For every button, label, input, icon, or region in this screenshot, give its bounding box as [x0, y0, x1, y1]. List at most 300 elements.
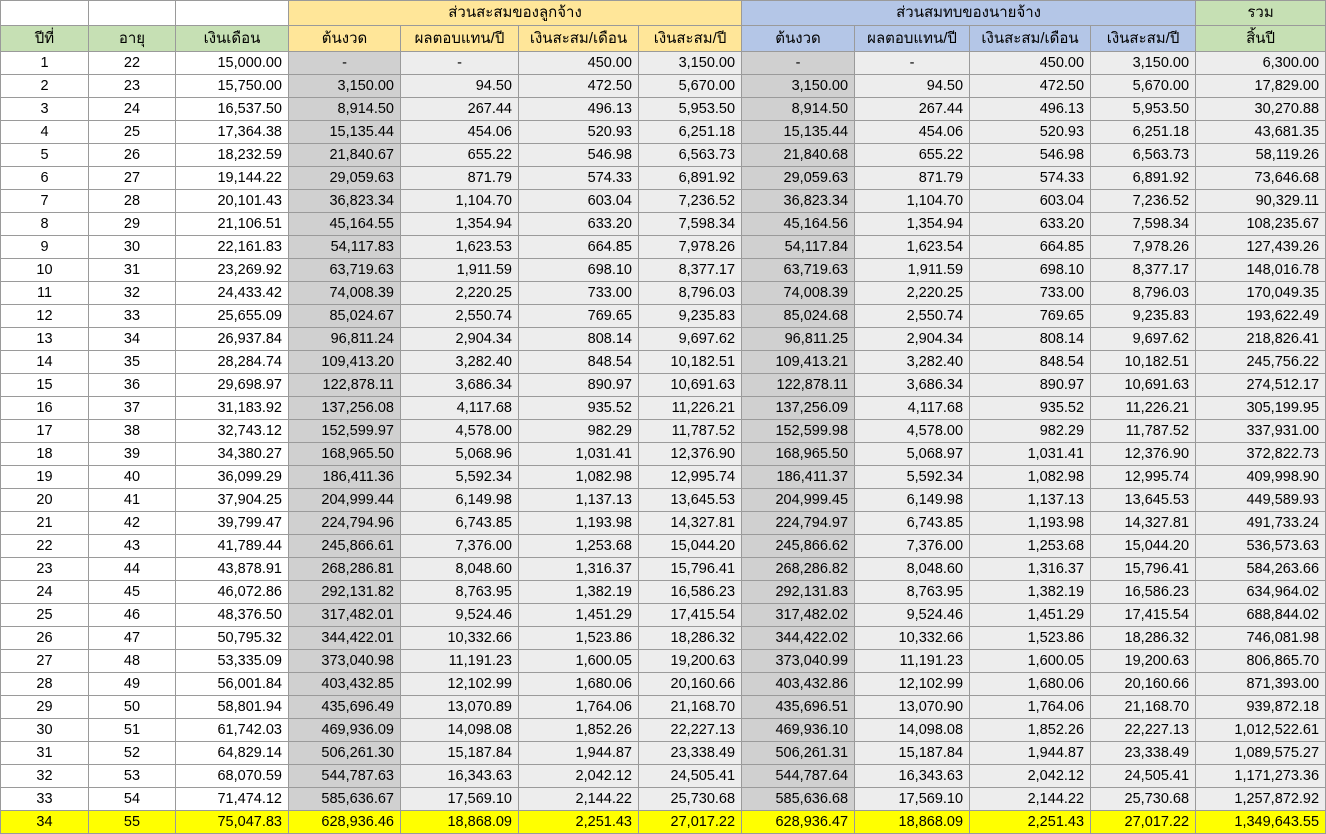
cell-employee-principal[interactable]: -	[289, 52, 401, 75]
cell-year-end-total[interactable]: 218,826.41	[1196, 328, 1326, 351]
cell-employee-saving-year[interactable]: 10,182.51	[639, 351, 742, 374]
cell-employer-saving-month[interactable]: 1,031.41	[970, 443, 1091, 466]
cell-employer-return[interactable]: 267.44	[855, 98, 970, 121]
cell-employee-principal[interactable]: 152,599.97	[289, 420, 401, 443]
cell-employee-principal[interactable]: 36,823.34	[289, 190, 401, 213]
cell-employee-saving-year[interactable]: 7,598.34	[639, 213, 742, 236]
cell-employer-return[interactable]: 12,102.99	[855, 673, 970, 696]
col-header-age[interactable]: อายุ	[89, 26, 176, 52]
cell-employer-return[interactable]: 454.06	[855, 121, 970, 144]
cell-employee-saving-year[interactable]: 19,200.63	[639, 650, 742, 673]
cell-employer-saving-year[interactable]: 6,891.92	[1091, 167, 1196, 190]
cell-age[interactable]: 24	[89, 98, 176, 121]
cell-employer-principal[interactable]: 544,787.64	[742, 765, 855, 788]
cell-employee-saving-month[interactable]: 935.52	[519, 397, 639, 420]
cell-year[interactable]: 11	[1, 282, 89, 305]
col-header-employer-saving-year[interactable]: เงินสะสม/ปี	[1091, 26, 1196, 52]
cell-age[interactable]: 48	[89, 650, 176, 673]
cell-employee-saving-year[interactable]: 16,586.23	[639, 581, 742, 604]
cell-employee-saving-month[interactable]: 1,764.06	[519, 696, 639, 719]
cell-employee-return[interactable]: 5,592.34	[401, 466, 519, 489]
cell-year-end-total[interactable]: 30,270.88	[1196, 98, 1326, 121]
cell-employer-return[interactable]: 17,569.10	[855, 788, 970, 811]
cell-employee-return[interactable]: 1,104.70	[401, 190, 519, 213]
cell-employer-principal[interactable]: 204,999.45	[742, 489, 855, 512]
cell-employer-principal[interactable]: 628,936.47	[742, 811, 855, 834]
cell-employer-saving-year[interactable]: 8,377.17	[1091, 259, 1196, 282]
cell-employer-saving-year[interactable]: 10,182.51	[1091, 351, 1196, 374]
cell-age[interactable]: 37	[89, 397, 176, 420]
cell-employer-saving-year[interactable]: 15,796.41	[1091, 558, 1196, 581]
cell-employer-principal[interactable]: 122,878.11	[742, 374, 855, 397]
cell-employer-saving-month[interactable]: 1,764.06	[970, 696, 1091, 719]
cell-salary[interactable]: 23,269.92	[176, 259, 289, 282]
cell-employer-return[interactable]: 2,550.74	[855, 305, 970, 328]
cell-employee-saving-year[interactable]: 24,505.41	[639, 765, 742, 788]
cell-employee-saving-month[interactable]: 1,031.41	[519, 443, 639, 466]
cell-employer-saving-month[interactable]: 1,082.98	[970, 466, 1091, 489]
cell-employee-saving-year[interactable]: 12,995.74	[639, 466, 742, 489]
cell-employee-saving-year[interactable]: 9,235.83	[639, 305, 742, 328]
cell-employee-saving-month[interactable]: 1,193.98	[519, 512, 639, 535]
cell-employee-saving-year[interactable]: 25,730.68	[639, 788, 742, 811]
cell-employee-saving-month[interactable]: 1,316.37	[519, 558, 639, 581]
cell-age[interactable]: 54	[89, 788, 176, 811]
cell-age[interactable]: 55	[89, 811, 176, 834]
cell-employer-saving-month[interactable]: 2,042.12	[970, 765, 1091, 788]
cell-age[interactable]: 50	[89, 696, 176, 719]
cell-year[interactable]: 7	[1, 190, 89, 213]
cell-employer-return[interactable]: 11,191.23	[855, 650, 970, 673]
cell-employee-saving-year[interactable]: 8,796.03	[639, 282, 742, 305]
cell-year-end-total[interactable]: 274,512.17	[1196, 374, 1326, 397]
cell-employer-saving-year[interactable]: 25,730.68	[1091, 788, 1196, 811]
employer-group-header[interactable]: ส่วนสมทบของนายจ้าง	[742, 1, 1196, 26]
cell-employee-saving-month[interactable]: 769.65	[519, 305, 639, 328]
cell-employee-principal[interactable]: 186,411.36	[289, 466, 401, 489]
cell-employee-saving-month[interactable]: 808.14	[519, 328, 639, 351]
cell-employee-return[interactable]: 8,048.60	[401, 558, 519, 581]
cell-year-end-total[interactable]: 491,733.24	[1196, 512, 1326, 535]
cell-employee-saving-year[interactable]: 14,327.81	[639, 512, 742, 535]
cell-employee-saving-month[interactable]: 664.85	[519, 236, 639, 259]
cell-employer-saving-year[interactable]: 9,697.62	[1091, 328, 1196, 351]
cell-employer-saving-year[interactable]: 19,200.63	[1091, 650, 1196, 673]
cell-employer-principal[interactable]: 585,636.68	[742, 788, 855, 811]
cell-year-end-total[interactable]: 90,329.11	[1196, 190, 1326, 213]
cell-salary[interactable]: 29,698.97	[176, 374, 289, 397]
cell-employee-principal[interactable]: 585,636.67	[289, 788, 401, 811]
cell-employer-saving-month[interactable]: 664.85	[970, 236, 1091, 259]
cell-year-end-total[interactable]: 1,171,273.36	[1196, 765, 1326, 788]
cell-employer-saving-month[interactable]: 574.33	[970, 167, 1091, 190]
cell-employee-return[interactable]: 1,911.59	[401, 259, 519, 282]
cell-age[interactable]: 47	[89, 627, 176, 650]
cell-employee-principal[interactable]: 3,150.00	[289, 75, 401, 98]
cell-age[interactable]: 26	[89, 144, 176, 167]
cell-employer-saving-month[interactable]: 603.04	[970, 190, 1091, 213]
cell-employee-principal[interactable]: 373,040.98	[289, 650, 401, 673]
cell-employer-saving-month[interactable]: 633.20	[970, 213, 1091, 236]
cell-salary[interactable]: 28,284.74	[176, 351, 289, 374]
cell-employee-saving-year[interactable]: 23,338.49	[639, 742, 742, 765]
cell-employee-return[interactable]: -	[401, 52, 519, 75]
cell-employee-saving-month[interactable]: 633.20	[519, 213, 639, 236]
cell-employer-saving-month[interactable]: 848.54	[970, 351, 1091, 374]
cell-employer-saving-month[interactable]: 2,251.43	[970, 811, 1091, 834]
cell-salary[interactable]: 53,335.09	[176, 650, 289, 673]
cell-age[interactable]: 52	[89, 742, 176, 765]
cell-employee-return[interactable]: 12,102.99	[401, 673, 519, 696]
cell-employer-saving-year[interactable]: 11,787.52	[1091, 420, 1196, 443]
col-header-year-end-total[interactable]: สิ้นปี	[1196, 26, 1326, 52]
cell-employer-saving-month[interactable]: 1,852.26	[970, 719, 1091, 742]
cell-employee-return[interactable]: 267.44	[401, 98, 519, 121]
col-header-employer-saving-month[interactable]: เงินสะสม/เดือน	[970, 26, 1091, 52]
cell-employer-return[interactable]: 16,343.63	[855, 765, 970, 788]
cell-year[interactable]: 6	[1, 167, 89, 190]
cell-salary[interactable]: 58,801.94	[176, 696, 289, 719]
cell-employee-saving-month[interactable]: 1,852.26	[519, 719, 639, 742]
cell-year-end-total[interactable]: 193,622.49	[1196, 305, 1326, 328]
cell-employer-saving-month[interactable]: 1,137.13	[970, 489, 1091, 512]
cell-employee-return[interactable]: 1,354.94	[401, 213, 519, 236]
cell-year-end-total[interactable]: 337,931.00	[1196, 420, 1326, 443]
cell-year[interactable]: 3	[1, 98, 89, 121]
cell-year-end-total[interactable]: 6,300.00	[1196, 52, 1326, 75]
cell-employer-saving-year[interactable]: 14,327.81	[1091, 512, 1196, 535]
cell-employer-saving-month[interactable]: 450.00	[970, 52, 1091, 75]
col-header-employer-return[interactable]: ผลตอบแทน/ปี	[855, 26, 970, 52]
cell-salary[interactable]: 15,750.00	[176, 75, 289, 98]
cell-age[interactable]: 36	[89, 374, 176, 397]
cell-employee-saving-month[interactable]: 450.00	[519, 52, 639, 75]
cell-salary[interactable]: 17,364.38	[176, 121, 289, 144]
cell-age[interactable]: 38	[89, 420, 176, 443]
cell-salary[interactable]: 68,070.59	[176, 765, 289, 788]
cell-employer-saving-month[interactable]: 890.97	[970, 374, 1091, 397]
cell-age[interactable]: 44	[89, 558, 176, 581]
cell-year[interactable]: 32	[1, 765, 89, 788]
cell-employee-principal[interactable]: 268,286.81	[289, 558, 401, 581]
cell-employee-saving-month[interactable]: 1,944.87	[519, 742, 639, 765]
cell-employer-saving-year[interactable]: 18,286.32	[1091, 627, 1196, 650]
cell-employer-saving-month[interactable]: 1,944.87	[970, 742, 1091, 765]
cell-employee-saving-month[interactable]: 1,253.68	[519, 535, 639, 558]
cell-employer-saving-month[interactable]: 1,382.19	[970, 581, 1091, 604]
cell-employee-saving-month[interactable]: 2,042.12	[519, 765, 639, 788]
cell-year-end-total[interactable]: 871,393.00	[1196, 673, 1326, 696]
cell-employer-saving-year[interactable]: 16,586.23	[1091, 581, 1196, 604]
cell-employee-saving-month[interactable]: 982.29	[519, 420, 639, 443]
cell-employer-principal[interactable]: 435,696.51	[742, 696, 855, 719]
cell-employee-principal[interactable]: 45,164.55	[289, 213, 401, 236]
cell-year-end-total[interactable]: 58,119.26	[1196, 144, 1326, 167]
cell-employee-principal[interactable]: 96,811.24	[289, 328, 401, 351]
blank-header-cell[interactable]	[1, 1, 89, 26]
cell-year-end-total[interactable]: 634,964.02	[1196, 581, 1326, 604]
cell-employee-saving-year[interactable]: 17,415.54	[639, 604, 742, 627]
cell-employee-return[interactable]: 6,149.98	[401, 489, 519, 512]
cell-year[interactable]: 4	[1, 121, 89, 144]
cell-employee-saving-month[interactable]: 698.10	[519, 259, 639, 282]
cell-employee-return[interactable]: 94.50	[401, 75, 519, 98]
cell-employer-principal[interactable]: 224,794.97	[742, 512, 855, 535]
cell-employer-principal[interactable]: 74,008.39	[742, 282, 855, 305]
cell-employee-saving-year[interactable]: 5,953.50	[639, 98, 742, 121]
cell-employee-saving-year[interactable]: 27,017.22	[639, 811, 742, 834]
cell-employee-principal[interactable]: 54,117.83	[289, 236, 401, 259]
cell-employer-return[interactable]: 1,354.94	[855, 213, 970, 236]
cell-employer-saving-year[interactable]: 12,995.74	[1091, 466, 1196, 489]
cell-employee-saving-year[interactable]: 5,670.00	[639, 75, 742, 98]
cell-employee-saving-month[interactable]: 848.54	[519, 351, 639, 374]
cell-employer-return[interactable]: 14,098.08	[855, 719, 970, 742]
cell-salary[interactable]: 50,795.32	[176, 627, 289, 650]
cell-employee-principal[interactable]: 435,696.49	[289, 696, 401, 719]
cell-year-end-total[interactable]: 1,089,575.27	[1196, 742, 1326, 765]
cell-employer-saving-month[interactable]: 496.13	[970, 98, 1091, 121]
cell-employee-principal[interactable]: 292,131.82	[289, 581, 401, 604]
cell-employee-principal[interactable]: 29,059.63	[289, 167, 401, 190]
cell-salary[interactable]: 75,047.83	[176, 811, 289, 834]
cell-year-end-total[interactable]: 127,439.26	[1196, 236, 1326, 259]
cell-employer-saving-year[interactable]: 7,978.26	[1091, 236, 1196, 259]
cell-year[interactable]: 31	[1, 742, 89, 765]
cell-employer-saving-year[interactable]: 7,236.52	[1091, 190, 1196, 213]
cell-year[interactable]: 16	[1, 397, 89, 420]
cell-salary[interactable]: 48,376.50	[176, 604, 289, 627]
cell-employer-principal[interactable]: 15,135.44	[742, 121, 855, 144]
col-header-employee-principal[interactable]: ต้นงวด	[289, 26, 401, 52]
cell-employer-saving-month[interactable]: 698.10	[970, 259, 1091, 282]
cell-employer-saving-month[interactable]: 982.29	[970, 420, 1091, 443]
cell-year[interactable]: 8	[1, 213, 89, 236]
cell-employer-return[interactable]: 3,282.40	[855, 351, 970, 374]
cell-employer-saving-month[interactable]: 2,144.22	[970, 788, 1091, 811]
cell-employee-return[interactable]: 15,187.84	[401, 742, 519, 765]
col-header-year[interactable]: ปีที่	[1, 26, 89, 52]
cell-employer-return[interactable]: 871.79	[855, 167, 970, 190]
cell-employer-return[interactable]: -	[855, 52, 970, 75]
cell-salary[interactable]: 20,101.43	[176, 190, 289, 213]
cell-employer-principal[interactable]: 29,059.63	[742, 167, 855, 190]
cell-employee-return[interactable]: 4,578.00	[401, 420, 519, 443]
cell-employer-principal[interactable]: 403,432.86	[742, 673, 855, 696]
cell-employee-principal[interactable]: 122,878.11	[289, 374, 401, 397]
cell-age[interactable]: 41	[89, 489, 176, 512]
cell-year[interactable]: 10	[1, 259, 89, 282]
cell-employee-return[interactable]: 1,623.53	[401, 236, 519, 259]
cell-employee-principal[interactable]: 74,008.39	[289, 282, 401, 305]
cell-salary[interactable]: 24,433.42	[176, 282, 289, 305]
cell-employer-principal[interactable]: -	[742, 52, 855, 75]
cell-employee-return[interactable]: 3,282.40	[401, 351, 519, 374]
cell-employee-principal[interactable]: 224,794.96	[289, 512, 401, 535]
cell-year[interactable]: 12	[1, 305, 89, 328]
cell-employer-saving-year[interactable]: 10,691.63	[1091, 374, 1196, 397]
cell-employer-principal[interactable]: 344,422.02	[742, 627, 855, 650]
cell-employer-saving-month[interactable]: 1,680.06	[970, 673, 1091, 696]
cell-employer-saving-year[interactable]: 6,251.18	[1091, 121, 1196, 144]
cell-year-end-total[interactable]: 1,257,872.92	[1196, 788, 1326, 811]
cell-age[interactable]: 39	[89, 443, 176, 466]
cell-year-end-total[interactable]: 688,844.02	[1196, 604, 1326, 627]
cell-employee-principal[interactable]: 245,866.61	[289, 535, 401, 558]
cell-year-end-total[interactable]: 73,646.68	[1196, 167, 1326, 190]
cell-year[interactable]: 30	[1, 719, 89, 742]
cell-year-end-total[interactable]: 372,822.73	[1196, 443, 1326, 466]
cell-employer-return[interactable]: 3,686.34	[855, 374, 970, 397]
cell-employee-principal[interactable]: 85,024.67	[289, 305, 401, 328]
cell-employer-principal[interactable]: 268,286.82	[742, 558, 855, 581]
cell-employer-saving-year[interactable]: 8,796.03	[1091, 282, 1196, 305]
cell-age[interactable]: 32	[89, 282, 176, 305]
cell-employee-return[interactable]: 2,904.34	[401, 328, 519, 351]
cell-year[interactable]: 15	[1, 374, 89, 397]
cell-age[interactable]: 45	[89, 581, 176, 604]
cell-employer-saving-year[interactable]: 24,505.41	[1091, 765, 1196, 788]
cell-employer-saving-month[interactable]: 935.52	[970, 397, 1091, 420]
cell-employee-saving-month[interactable]: 1,382.19	[519, 581, 639, 604]
cell-age[interactable]: 33	[89, 305, 176, 328]
cell-year[interactable]: 1	[1, 52, 89, 75]
cell-employee-saving-year[interactable]: 15,796.41	[639, 558, 742, 581]
cell-salary[interactable]: 64,829.14	[176, 742, 289, 765]
cell-year-end-total[interactable]: 245,756.22	[1196, 351, 1326, 374]
cell-employee-return[interactable]: 454.06	[401, 121, 519, 144]
cell-employee-saving-year[interactable]: 7,236.52	[639, 190, 742, 213]
cell-employee-return[interactable]: 11,191.23	[401, 650, 519, 673]
cell-employee-saving-month[interactable]: 1,137.13	[519, 489, 639, 512]
cell-employer-saving-year[interactable]: 23,338.49	[1091, 742, 1196, 765]
cell-employee-saving-year[interactable]: 8,377.17	[639, 259, 742, 282]
cell-employee-return[interactable]: 2,220.25	[401, 282, 519, 305]
cell-salary[interactable]: 46,072.86	[176, 581, 289, 604]
cell-employee-principal[interactable]: 8,914.50	[289, 98, 401, 121]
cell-age[interactable]: 34	[89, 328, 176, 351]
cell-employer-saving-month[interactable]: 1,523.86	[970, 627, 1091, 650]
cell-year-end-total[interactable]: 108,235.67	[1196, 213, 1326, 236]
cell-employee-saving-month[interactable]: 1,523.86	[519, 627, 639, 650]
cell-employer-return[interactable]: 15,187.84	[855, 742, 970, 765]
cell-year[interactable]: 34	[1, 811, 89, 834]
cell-age[interactable]: 51	[89, 719, 176, 742]
cell-employer-saving-month[interactable]: 1,451.29	[970, 604, 1091, 627]
cell-employee-saving-year[interactable]: 12,376.90	[639, 443, 742, 466]
cell-employee-saving-month[interactable]: 2,144.22	[519, 788, 639, 811]
cell-employee-return[interactable]: 6,743.85	[401, 512, 519, 535]
cell-year-end-total[interactable]: 1,349,643.55	[1196, 811, 1326, 834]
cell-year[interactable]: 22	[1, 535, 89, 558]
cell-employer-principal[interactable]: 245,866.62	[742, 535, 855, 558]
cell-employee-return[interactable]: 18,868.09	[401, 811, 519, 834]
cell-employer-return[interactable]: 10,332.66	[855, 627, 970, 650]
cell-year-end-total[interactable]: 536,573.63	[1196, 535, 1326, 558]
cell-employee-saving-month[interactable]: 574.33	[519, 167, 639, 190]
cell-employee-saving-year[interactable]: 7,978.26	[639, 236, 742, 259]
col-header-employer-principal[interactable]: ต้นงวด	[742, 26, 855, 52]
cell-employer-return[interactable]: 7,376.00	[855, 535, 970, 558]
cell-employer-principal[interactable]: 292,131.83	[742, 581, 855, 604]
cell-employer-principal[interactable]: 3,150.00	[742, 75, 855, 98]
cell-employer-principal[interactable]: 186,411.37	[742, 466, 855, 489]
cell-employer-return[interactable]: 13,070.90	[855, 696, 970, 719]
cell-employer-principal[interactable]: 168,965.50	[742, 443, 855, 466]
cell-employer-return[interactable]: 8,048.60	[855, 558, 970, 581]
cell-employer-saving-year[interactable]: 3,150.00	[1091, 52, 1196, 75]
cell-employee-principal[interactable]: 21,840.67	[289, 144, 401, 167]
cell-employer-saving-year[interactable]: 7,598.34	[1091, 213, 1196, 236]
cell-employee-saving-month[interactable]: 1,082.98	[519, 466, 639, 489]
cell-employer-saving-year[interactable]: 5,953.50	[1091, 98, 1196, 121]
cell-salary[interactable]: 31,183.92	[176, 397, 289, 420]
cell-year[interactable]: 13	[1, 328, 89, 351]
cell-employer-return[interactable]: 5,068.97	[855, 443, 970, 466]
cell-employer-principal[interactable]: 21,840.68	[742, 144, 855, 167]
cell-year-end-total[interactable]: 148,016.78	[1196, 259, 1326, 282]
cell-employer-saving-year[interactable]: 27,017.22	[1091, 811, 1196, 834]
cell-employee-return[interactable]: 17,569.10	[401, 788, 519, 811]
cell-employee-saving-month[interactable]: 496.13	[519, 98, 639, 121]
cell-employer-return[interactable]: 2,904.34	[855, 328, 970, 351]
cell-employer-return[interactable]: 18,868.09	[855, 811, 970, 834]
cell-age[interactable]: 30	[89, 236, 176, 259]
cell-age[interactable]: 53	[89, 765, 176, 788]
cell-year[interactable]: 33	[1, 788, 89, 811]
cell-employee-saving-month[interactable]: 603.04	[519, 190, 639, 213]
cell-employee-principal[interactable]: 506,261.30	[289, 742, 401, 765]
cell-employee-principal[interactable]: 204,999.44	[289, 489, 401, 512]
cell-year-end-total[interactable]: 170,049.35	[1196, 282, 1326, 305]
cell-employee-saving-year[interactable]: 3,150.00	[639, 52, 742, 75]
cell-age[interactable]: 49	[89, 673, 176, 696]
cell-year[interactable]: 26	[1, 627, 89, 650]
blank-header-cell[interactable]	[89, 1, 176, 26]
cell-employee-return[interactable]: 9,524.46	[401, 604, 519, 627]
cell-employer-saving-month[interactable]: 1,316.37	[970, 558, 1091, 581]
cell-employer-principal[interactable]: 152,599.98	[742, 420, 855, 443]
cell-employer-saving-year[interactable]: 20,160.66	[1091, 673, 1196, 696]
cell-age[interactable]: 28	[89, 190, 176, 213]
cell-employer-return[interactable]: 1,623.54	[855, 236, 970, 259]
cell-salary[interactable]: 18,232.59	[176, 144, 289, 167]
cell-salary[interactable]: 37,904.25	[176, 489, 289, 512]
employee-group-header[interactable]: ส่วนสะสมของลูกจ้าง	[289, 1, 742, 26]
cell-employee-return[interactable]: 13,070.89	[401, 696, 519, 719]
cell-employee-saving-month[interactable]: 546.98	[519, 144, 639, 167]
cell-employer-saving-month[interactable]: 1,253.68	[970, 535, 1091, 558]
cell-employer-saving-year[interactable]: 12,376.90	[1091, 443, 1196, 466]
cell-salary[interactable]: 39,799.47	[176, 512, 289, 535]
cell-year[interactable]: 2	[1, 75, 89, 98]
cell-employer-principal[interactable]: 85,024.68	[742, 305, 855, 328]
cell-employer-return[interactable]: 94.50	[855, 75, 970, 98]
cell-employee-principal[interactable]: 63,719.63	[289, 259, 401, 282]
cell-salary[interactable]: 19,144.22	[176, 167, 289, 190]
cell-employee-saving-year[interactable]: 10,691.63	[639, 374, 742, 397]
cell-year-end-total[interactable]: 584,263.66	[1196, 558, 1326, 581]
cell-employee-return[interactable]: 655.22	[401, 144, 519, 167]
cell-year-end-total[interactable]: 746,081.98	[1196, 627, 1326, 650]
cell-employer-principal[interactable]: 36,823.34	[742, 190, 855, 213]
cell-year[interactable]: 27	[1, 650, 89, 673]
cell-employer-saving-year[interactable]: 6,563.73	[1091, 144, 1196, 167]
cell-employer-saving-month[interactable]: 1,193.98	[970, 512, 1091, 535]
cell-employee-saving-month[interactable]: 2,251.43	[519, 811, 639, 834]
cell-employer-return[interactable]: 8,763.95	[855, 581, 970, 604]
cell-employee-principal[interactable]: 403,432.85	[289, 673, 401, 696]
